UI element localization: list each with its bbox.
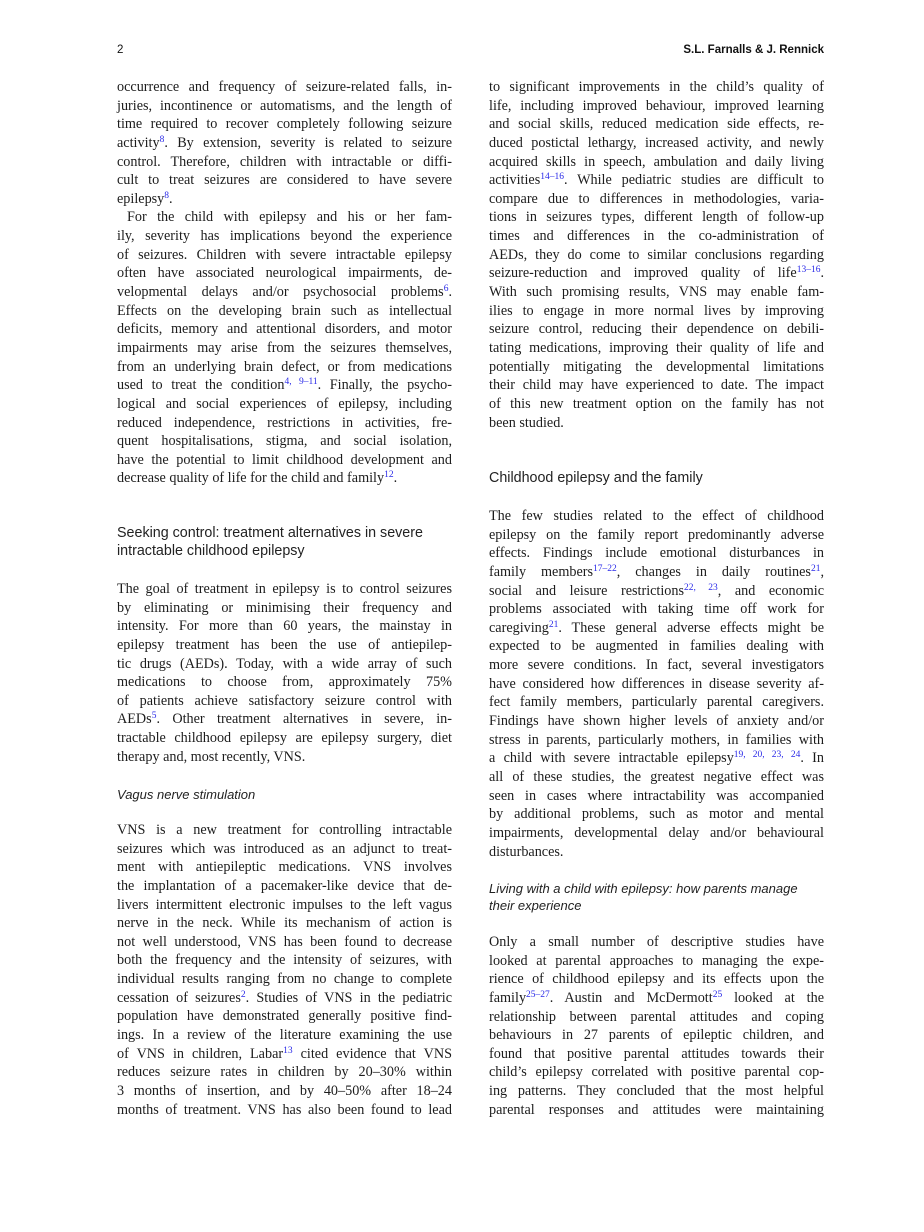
text-run: tating medications, improving their quality of life and	[489, 339, 824, 356]
text-run: child’s epilepsy correlated with positive parental cop-	[489, 1064, 824, 1081]
text-line	[489, 469, 824, 487]
text-line	[489, 768, 824, 787]
text-line	[489, 712, 824, 731]
text-run: stress in parents, particularly mothers, in families with	[489, 731, 824, 748]
text-line	[117, 951, 452, 970]
text-run: the implantation of a pacemaker-like device that de-	[117, 877, 452, 894]
text-line	[489, 1101, 824, 1120]
text-run: epilepsy treatment has been the use of antiepilep-	[117, 636, 452, 653]
text-run: months of treatment. VNS has also been found to lead	[117, 1101, 452, 1118]
citation-link[interactable]: 25–27	[526, 989, 550, 1000]
text-run: The goal of treatment in epilepsy is to control seizures	[117, 581, 452, 597]
text-run: With such promising results, VNS may enable fam-	[489, 284, 824, 301]
text-run: cited evidence that VNS	[292, 1045, 452, 1062]
text-run: ilies to engage in more normal lives by improving	[489, 302, 824, 319]
text-line	[117, 636, 452, 655]
text-line	[117, 786, 452, 803]
text-line	[117, 376, 452, 395]
text-run: The few studies related to the effect of childhood	[489, 508, 824, 524]
text-line	[117, 989, 452, 1008]
text-line	[117, 729, 452, 748]
text-line	[489, 302, 824, 321]
text-run: .	[169, 190, 173, 207]
text-run: .	[393, 470, 398, 487]
text-line	[489, 637, 824, 656]
text-line	[117, 283, 452, 302]
citation-link[interactable]: 2	[240, 989, 246, 1000]
section-heading	[117, 524, 452, 560]
text-run: seizure control, reducing their dependence on debili-	[489, 321, 824, 338]
text-run: fect family members, particularly parental caregivers.	[489, 694, 824, 711]
text-line	[117, 171, 452, 190]
text-run: found that positive parental attitudes towards their	[489, 1045, 824, 1062]
text-line	[489, 395, 824, 414]
text-line	[489, 933, 824, 952]
text-line	[489, 824, 824, 843]
text-line	[489, 1045, 824, 1064]
text-run: a child with severe intractable epilepsy	[489, 750, 734, 767]
text-run: intensity. For more than 60 years, the mainstay in	[117, 618, 452, 635]
text-line	[489, 1008, 824, 1027]
citation-link[interactable]: 13–16	[796, 265, 821, 276]
text-line	[489, 731, 824, 750]
text-run: tions in seizures types, different length of follow-up	[489, 209, 824, 226]
text-line	[489, 600, 824, 619]
text-run: Only a small number of descriptive studies have	[489, 934, 824, 950]
text-line	[489, 952, 824, 971]
citation-link[interactable]: 4, 9–11	[284, 377, 318, 388]
text-line	[117, 264, 452, 283]
text-line	[117, 432, 452, 451]
text-line	[117, 933, 452, 952]
body-paragraph	[489, 78, 824, 432]
text-line	[117, 914, 452, 933]
text-run: of this new treatment option on the family has not	[489, 395, 824, 412]
text-line	[489, 544, 824, 563]
text-run: juries, incontinence or automatisms, and the length of	[117, 97, 452, 114]
text-run: reduced independence, restrictions in activities, fre-	[117, 414, 452, 431]
text-line	[117, 617, 452, 636]
text-line	[117, 858, 452, 877]
text-run: to significant improvements in the child’s quality of	[489, 79, 824, 95]
text-run: ,	[820, 563, 824, 580]
text-run: their experience	[489, 898, 582, 913]
text-run: AEDs, they do come to similar conclusions regarding	[489, 246, 824, 263]
text-line	[117, 153, 452, 172]
text-line	[117, 599, 452, 618]
text-line	[117, 1063, 452, 1082]
text-run: potentially mitigating the developmental limitations	[489, 358, 824, 375]
text-line	[489, 1082, 824, 1101]
text-line	[117, 320, 452, 339]
text-run: deficits, memory and attentional disorders, and motor	[117, 321, 452, 338]
text-line	[117, 524, 452, 542]
text-run: have the potential to limit childhood development and	[117, 451, 452, 468]
citation-link[interactable]: 19, 20, 23, 24	[733, 750, 801, 761]
text-run: impairments, developmental delay and/or behavioural	[489, 824, 824, 841]
text-line	[117, 190, 452, 209]
text-run: Effects on the developing brain such as intellectual	[117, 302, 452, 319]
text-run: individual results ranging from no change to complete	[117, 971, 452, 988]
text-run: medications to choose from, approximately 75%	[117, 674, 452, 691]
text-run: . In	[800, 750, 824, 767]
text-run: problems associated with taking time off work for	[489, 601, 824, 618]
text-run: of VNS in children, Labar	[117, 1045, 284, 1062]
text-run: occurrence and frequency of seizure-related falls, in-	[117, 79, 452, 95]
text-line	[117, 78, 452, 97]
text-line	[489, 582, 824, 601]
body-paragraph	[489, 933, 824, 1119]
text-run: more severe conditions. In fact, several investigators	[489, 657, 824, 674]
text-run: nerve in the neck. While its mechanism of action is	[117, 915, 452, 932]
subsection-heading	[117, 786, 452, 803]
citation-link[interactable]: 21	[548, 619, 559, 630]
text-run: by eliminating or minimising their frequency and	[117, 599, 452, 616]
text-run: ily, severity has implications beyond the experience	[117, 228, 452, 245]
text-run: of seizures. Children with severe intractable epilepsy	[117, 246, 452, 263]
text-run: times and differences in the co-administration of	[489, 228, 824, 245]
text-run: . Finally, the psycho-	[317, 377, 453, 394]
text-line	[117, 339, 452, 358]
text-run: Living with a child with epilepsy: how parents manage	[489, 881, 798, 896]
text-line	[489, 1026, 824, 1045]
text-run: duced postictal lethargy, increased activity, and newly	[489, 134, 824, 151]
text-run: ings. In a review of the literature examining the use	[117, 1027, 452, 1044]
running-header-authors: S.L. Farnalls & J. Rennick	[683, 44, 824, 56]
text-run: compare due to differences in methodologies, varia-	[489, 190, 824, 207]
text-line	[489, 805, 824, 824]
text-line	[117, 896, 452, 915]
text-run: . While pediatric studies are difficult to	[563, 172, 824, 189]
text-run: life, including improved behaviour, improved learning	[489, 97, 824, 114]
text-run: seizure-reduction and improved quality of life	[489, 265, 797, 282]
text-run: acquired skills in speech, ambulation and daily living	[489, 153, 824, 170]
text-run: not well understood, VNS has been found to decrease	[117, 933, 452, 950]
text-run: seizures which was introduced as an adjunct to treat-	[117, 840, 452, 857]
text-run: . Studies of VNS in the pediatric	[245, 989, 452, 1006]
text-line	[489, 880, 824, 897]
text-run: livers intermittent electronic impulses to the left vagus	[117, 896, 452, 913]
text-line	[489, 115, 824, 134]
text-line	[117, 246, 452, 265]
text-run: cult to treat seizures are considered to have severe	[117, 172, 452, 189]
text-line	[489, 619, 824, 638]
text-line	[117, 877, 452, 896]
text-run: . By extension, severity is related to seizure	[164, 134, 452, 151]
text-run: rience of childhood epilepsy and its effects upon the	[489, 971, 824, 988]
text-line	[117, 1045, 452, 1064]
text-line	[489, 970, 824, 989]
text-line	[489, 171, 824, 190]
text-line	[489, 376, 824, 395]
text-line	[117, 1007, 452, 1026]
text-run: parental responses and attitudes were maintaining	[489, 1101, 824, 1118]
text-line	[489, 153, 824, 172]
text-line	[489, 339, 824, 358]
text-run: , changes in daily routines	[616, 563, 811, 580]
text-run: often have associated neurological impairments, de-	[117, 265, 452, 282]
text-line	[489, 526, 824, 545]
text-line	[117, 580, 452, 599]
citation-link[interactable]: 8	[159, 134, 165, 145]
text-run: VNS is a new treatment for controlling intractable	[117, 822, 452, 838]
text-line	[117, 208, 452, 227]
text-line	[117, 1082, 452, 1101]
text-line	[489, 507, 824, 526]
text-run: their child may have experienced to date. The impact	[489, 377, 824, 394]
text-line	[117, 414, 452, 433]
text-run: cessation of seizures	[117, 989, 241, 1006]
text-run: expected to be augmented in families dealing with	[489, 638, 824, 655]
text-line	[489, 693, 824, 712]
text-run: Childhood epilepsy and the family	[489, 470, 703, 486]
text-run: caregiving	[489, 619, 549, 636]
text-run: epilepsy	[117, 190, 165, 207]
text-run: For the child with epilepsy and his or her fam-	[127, 209, 452, 226]
text-line	[117, 227, 452, 246]
text-run: , and economic	[717, 582, 825, 599]
text-run: control. Therefore, children with intractable or diffi-	[117, 153, 452, 170]
text-line	[489, 675, 824, 694]
text-line	[117, 97, 452, 116]
body-paragraph	[489, 507, 824, 861]
text-line	[489, 1063, 824, 1082]
text-run: tic drugs (AEDs). Today, with a wide array of such	[117, 655, 452, 672]
text-run: tractable childhood epilepsy are epilepsy surgery, diet	[117, 730, 452, 747]
citation-link[interactable]: 21	[810, 563, 821, 574]
citation-link[interactable]: 25	[712, 989, 723, 1000]
text-line	[489, 843, 824, 862]
text-run: family	[489, 989, 527, 1006]
text-run: looked at the	[722, 989, 825, 1006]
text-line	[117, 692, 452, 711]
text-run: ing patterns. They concluded that the most helpful	[489, 1083, 824, 1100]
text-run: effects. Findings include emotional disturbances in	[489, 545, 824, 562]
text-run: decrease quality of life for the child and family	[117, 470, 385, 487]
text-run: social and leisure restrictions	[489, 582, 685, 599]
text-run: intractable childhood epilepsy	[117, 543, 305, 559]
text-run: by additional problems, such as motor and mental	[489, 806, 824, 823]
text-run: population have demonstrated generally positive find-	[117, 1008, 452, 1025]
text-line	[117, 1101, 452, 1120]
page-number: 2	[117, 44, 124, 56]
text-run: .	[820, 265, 824, 282]
text-run: . Austin and McDermott	[549, 989, 713, 1006]
text-line	[117, 134, 452, 153]
text-run: AEDs	[117, 711, 152, 728]
text-line	[489, 283, 824, 302]
text-run: looked at parental approaches to managing the expe-	[489, 952, 824, 969]
body-paragraph	[117, 821, 452, 1119]
text-line	[117, 673, 452, 692]
text-line	[117, 542, 452, 560]
text-run: . Other treatment alternatives in severe, in-	[156, 711, 452, 728]
text-run: velopmental delays and/or psychosocial problems	[117, 284, 444, 301]
text-run: quent hospitalisations, stigma, and social isolation,	[117, 433, 452, 450]
text-line	[117, 748, 452, 767]
text-line	[489, 227, 824, 246]
text-line	[489, 264, 824, 283]
text-line	[117, 395, 452, 414]
citation-link[interactable]: 5	[151, 711, 157, 722]
text-run: impairments may arise from the seizures themselves,	[117, 339, 452, 356]
text-run: family members	[489, 563, 593, 580]
text-run: ment with antiepileptic medications. VNS involves	[117, 859, 452, 876]
text-run: both the frequency and the intensity of seizures, with	[117, 952, 452, 969]
text-line	[489, 246, 824, 265]
text-line	[489, 320, 824, 339]
text-line	[489, 989, 824, 1008]
text-run: .	[448, 284, 452, 301]
text-line	[489, 897, 824, 914]
text-run: therapy and, most recently, VNS.	[117, 748, 306, 765]
text-line	[117, 710, 452, 729]
text-run: and social skills, reduced medication side effects, re-	[489, 116, 824, 133]
text-run: activity	[117, 134, 160, 151]
text-run: of patients achieve satisfactory seizure control with	[117, 692, 452, 709]
text-run: reduces seizure rates in children by 20–30% within	[117, 1064, 452, 1081]
text-run: seen in cases where intractability was accompanied	[489, 787, 824, 804]
text-line	[489, 97, 824, 116]
citation-link[interactable]: 13	[283, 1045, 293, 1056]
text-line	[489, 563, 824, 582]
text-run: have considered how differences in disease severity af-	[489, 675, 824, 692]
text-run: disturbances.	[489, 843, 564, 860]
text-line	[489, 78, 824, 97]
text-line	[117, 451, 452, 470]
text-line	[117, 1026, 452, 1045]
text-run: Seeking control: treatment alternatives in severe	[117, 525, 423, 541]
text-line	[489, 208, 824, 227]
text-line	[117, 115, 452, 134]
text-line	[117, 970, 452, 989]
text-run: all of these studies, the greatest negative effect was	[489, 768, 824, 785]
text-run: been studied.	[489, 414, 564, 431]
text-run: from an underlying brain defect, or from medications	[117, 358, 452, 375]
subsection-heading	[489, 880, 824, 914]
text-line	[117, 821, 452, 840]
text-run: activities	[489, 172, 541, 189]
text-run: time required to recover completely following seizure	[117, 116, 452, 133]
text-run: logical and social experiences of epilepsy, including	[117, 395, 452, 412]
text-run: . These general adverse effects might be	[558, 619, 824, 636]
body-paragraph	[117, 78, 452, 488]
text-run: Vagus nerve stimulation	[117, 787, 256, 802]
section-heading	[489, 469, 824, 487]
text-line	[489, 134, 824, 153]
text-line	[489, 787, 824, 806]
text-run: behaviours in 27 parents of epileptic children, and	[489, 1027, 824, 1044]
text-line	[117, 302, 452, 321]
citation-link[interactable]: 17–22	[593, 563, 617, 574]
text-run: Findings have shown higher levels of anxiety and/or	[489, 713, 824, 730]
text-run: relationship between parental attitudes and coping	[489, 1008, 824, 1025]
text-run: used to treat the condition	[117, 377, 285, 394]
text-line	[117, 655, 452, 674]
text-line	[117, 358, 452, 377]
text-run: epilepsy on the family report predominantly adverse	[489, 526, 824, 543]
text-line	[489, 358, 824, 377]
citation-link[interactable]: 8	[164, 190, 170, 201]
citation-link[interactable]: 22, 23	[684, 582, 718, 593]
text-run: 3 months of insertion, and by 40–50% after 18–24	[117, 1082, 452, 1099]
text-line	[117, 469, 452, 488]
citation-link[interactable]: 14–16	[540, 172, 564, 183]
citation-link[interactable]: 12	[384, 470, 394, 481]
body-paragraph	[117, 580, 452, 766]
text-line	[117, 840, 452, 859]
citation-link[interactable]: 6	[443, 284, 449, 295]
text-line	[489, 656, 824, 675]
text-line	[489, 749, 824, 768]
text-line	[489, 414, 824, 433]
text-line	[489, 190, 824, 209]
